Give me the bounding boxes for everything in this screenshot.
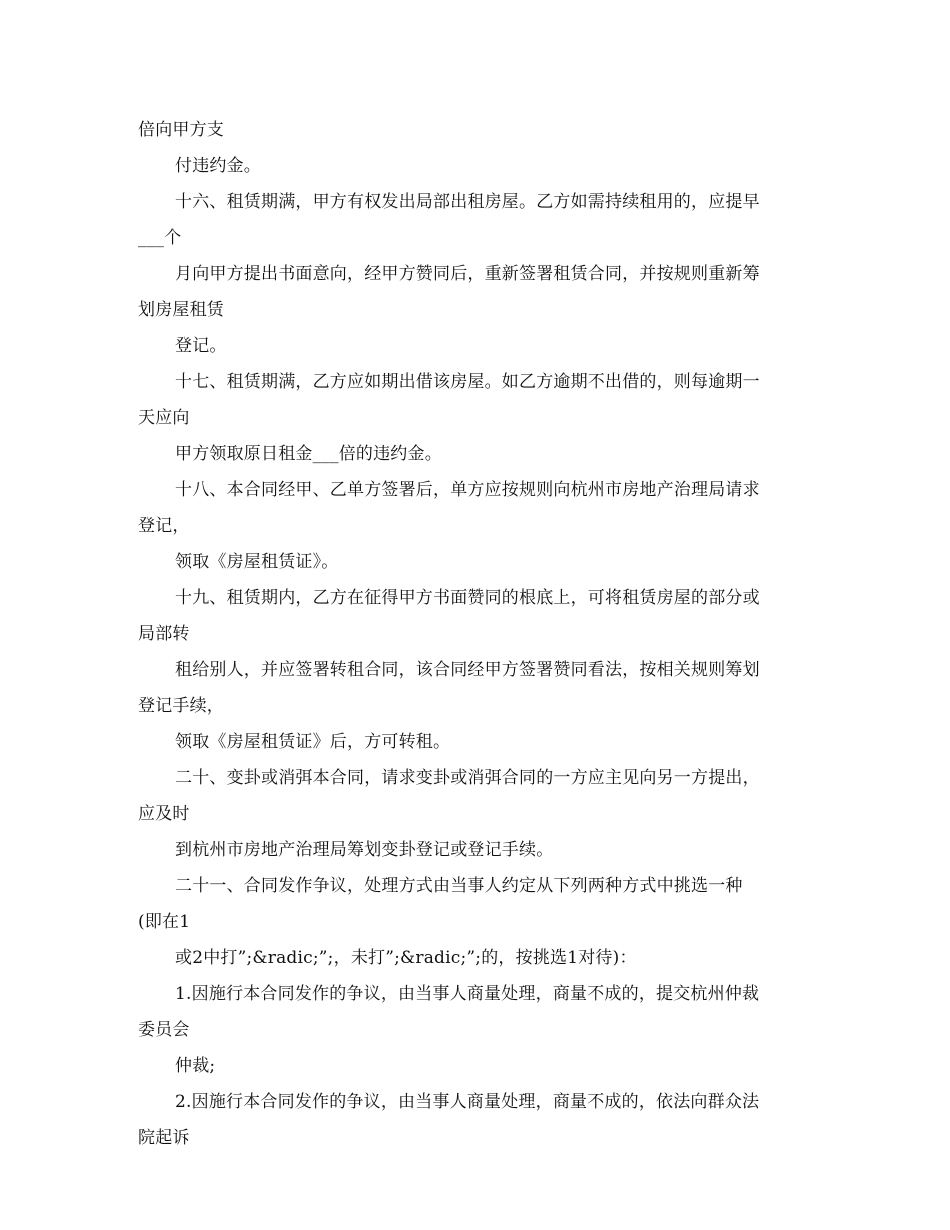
text-line: 局部转 xyxy=(138,624,190,644)
text-line: 甲方领取原日租金___倍的违约金。 xyxy=(175,444,442,464)
text-line: 月向甲方提出书面意向，经甲方赞同后，重新签署租赁合同，并按规则重新筹 xyxy=(175,264,760,284)
text-line: 到杭州市房地产治理局筹划变卦登记或登记手续。 xyxy=(175,840,554,860)
text-line: 委员会 xyxy=(138,1020,190,1040)
text-line: 登记。 xyxy=(175,336,227,356)
text-line: 付违约金。 xyxy=(175,156,261,176)
text-line: 应及时 xyxy=(138,804,190,824)
text-line: 租给别人，并应签署转租合同，该合同经甲方签署赞同看法，按相关规则筹划 xyxy=(175,660,760,680)
text-line: 1.因施行本合同发作的争议，由当事人商量处理，商量不成的，提交杭州仲裁 xyxy=(175,984,760,1004)
text-line: 或2中打”;&radic;”;，未打”;&radic;”;的，按挑选1对待)： xyxy=(175,948,637,968)
text-line: (即在1 xyxy=(138,912,191,932)
text-line: 领取《房屋租赁证》后，方可转租。 xyxy=(175,732,451,752)
text-line: 倍向甲方支 xyxy=(138,120,224,140)
text-line: 二十一、合同发作争议，处理方式由当事人约定从下列两种方式中挑选一种 xyxy=(175,876,743,896)
text-line: 十六、租赁期满，甲方有权发出局部出租房屋。乙方如需持续租用的，应提早 xyxy=(175,192,760,212)
text-line: 登记手续， xyxy=(138,696,224,716)
text-line: 登记， xyxy=(138,516,190,536)
text-line: ___个 xyxy=(138,228,182,248)
text-line: 二十、变卦或消弭本合同，请求变卦或消弭合同的一方应主见向另一方提出， xyxy=(175,768,760,788)
text-line: 十八、本合同经甲、乙单方签署后，单方应按规则向杭州市房地产治理局请求 xyxy=(175,480,760,500)
text-line: 仲裁; xyxy=(175,1056,216,1076)
text-line: 划房屋租赁 xyxy=(138,300,224,320)
text-line: 院起诉 xyxy=(138,1128,190,1148)
text-line: 天应向 xyxy=(138,408,190,428)
text-line: 2.因施行本合同发作的争议，由当事人商量处理，商量不成的，依法向群众法 xyxy=(175,1092,760,1112)
text-line: 十九、租赁期内，乙方在征得甲方书面赞同的根底上，可将租赁房屋的部分或 xyxy=(175,588,760,608)
text-line: 领取《房屋租赁证》。 xyxy=(175,552,339,572)
text-line: 十七、租赁期满，乙方应如期出借该房屋。如乙方逾期不出借的，则每逾期一 xyxy=(175,372,760,392)
